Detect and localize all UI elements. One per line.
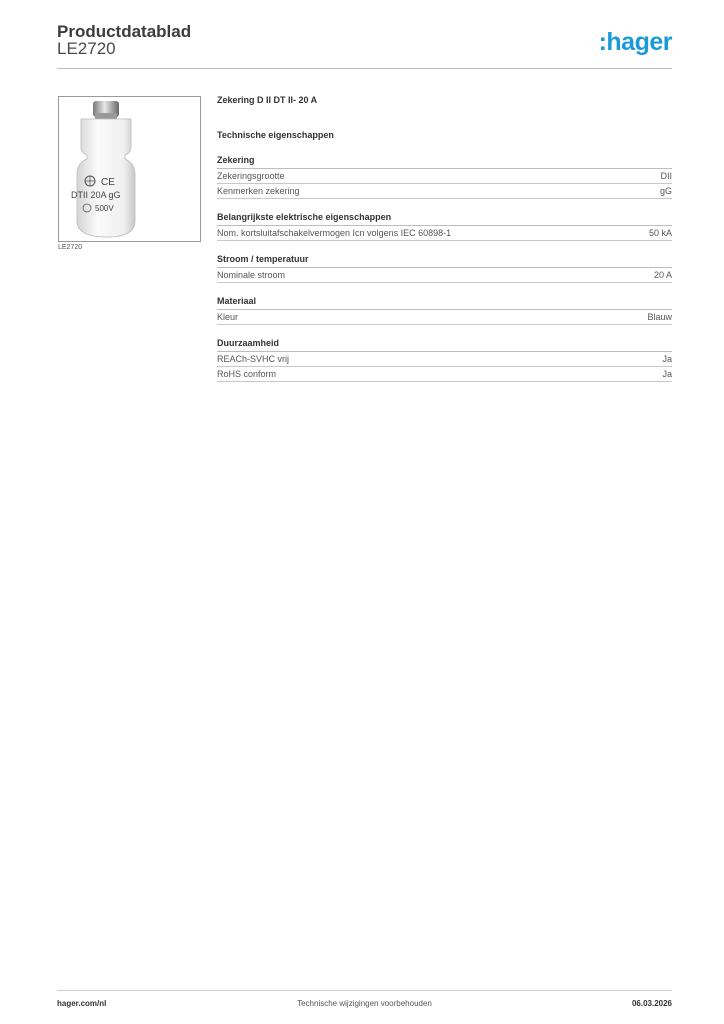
spec-group-current [217, 254, 672, 283]
website-link[interactable]: hager.com/nl [57, 999, 107, 1008]
spec-value: Ja [662, 354, 672, 364]
logo-text: :hager [598, 28, 672, 56]
product-name: Zekering D II DT II- 20 A [217, 95, 318, 105]
spec-row [217, 268, 672, 283]
fuse-cartridge-icon [59, 97, 200, 241]
section-title: Technische eigenschappen [217, 130, 334, 140]
page-header [57, 22, 672, 69]
spec-group-zekering [217, 155, 672, 199]
spec-value: Blauw [647, 312, 672, 322]
spec-row [217, 352, 672, 367]
document-title: Productdatablad [57, 22, 192, 41]
product-image [58, 96, 201, 242]
spec-group-sustainability [217, 338, 672, 382]
spec-value: gG [659, 186, 672, 196]
spec-label: RoHS conform [217, 369, 277, 379]
spec-row [217, 169, 672, 184]
spec-group-electrical [217, 212, 672, 241]
svg-text:CE: CE [101, 177, 115, 188]
spec-row [217, 310, 672, 325]
svg-text:DTII 20A gG: DTII 20A gG [71, 190, 121, 200]
svg-text:500V: 500V [95, 204, 114, 213]
group-title: Belangrijkste elektrische eigenschappen [217, 212, 672, 226]
spec-label: Nominale stroom [217, 270, 286, 280]
page-footer [57, 990, 672, 1008]
spec-label: Nom. kortsluitafschakelvermogen Icn volgens IEC 60898-1 [217, 228, 452, 238]
footer-date: 06.03.2026 [631, 999, 672, 1008]
spec-label: REACh-SVHC vrij [217, 354, 290, 364]
group-title: Zekering [217, 155, 672, 169]
spec-value: 20 A [653, 270, 672, 280]
group-title: Duurzaamheid [217, 338, 672, 352]
image-caption: LE2720 [58, 244, 83, 251]
spec-group-material [217, 296, 672, 325]
spec-row [217, 367, 672, 382]
footer-notice: Technische wijzigingen voorbehouden [297, 999, 432, 1008]
spec-value: 50 kA [648, 228, 672, 238]
spec-label: Zekeringsgrootte [217, 171, 285, 181]
spec-label: Kleur [217, 312, 239, 322]
spec-value: DII [660, 171, 672, 181]
spec-label: Kenmerken zekering [217, 186, 300, 196]
hager-logo [599, 28, 672, 54]
group-title: Stroom / temperatuur [217, 254, 672, 268]
spec-content [217, 95, 672, 382]
spec-row [217, 226, 672, 241]
product-code: LE2720 [57, 39, 116, 58]
group-title: Materiaal [217, 296, 672, 310]
spec-row [217, 184, 672, 199]
spec-value: Ja [662, 369, 672, 379]
